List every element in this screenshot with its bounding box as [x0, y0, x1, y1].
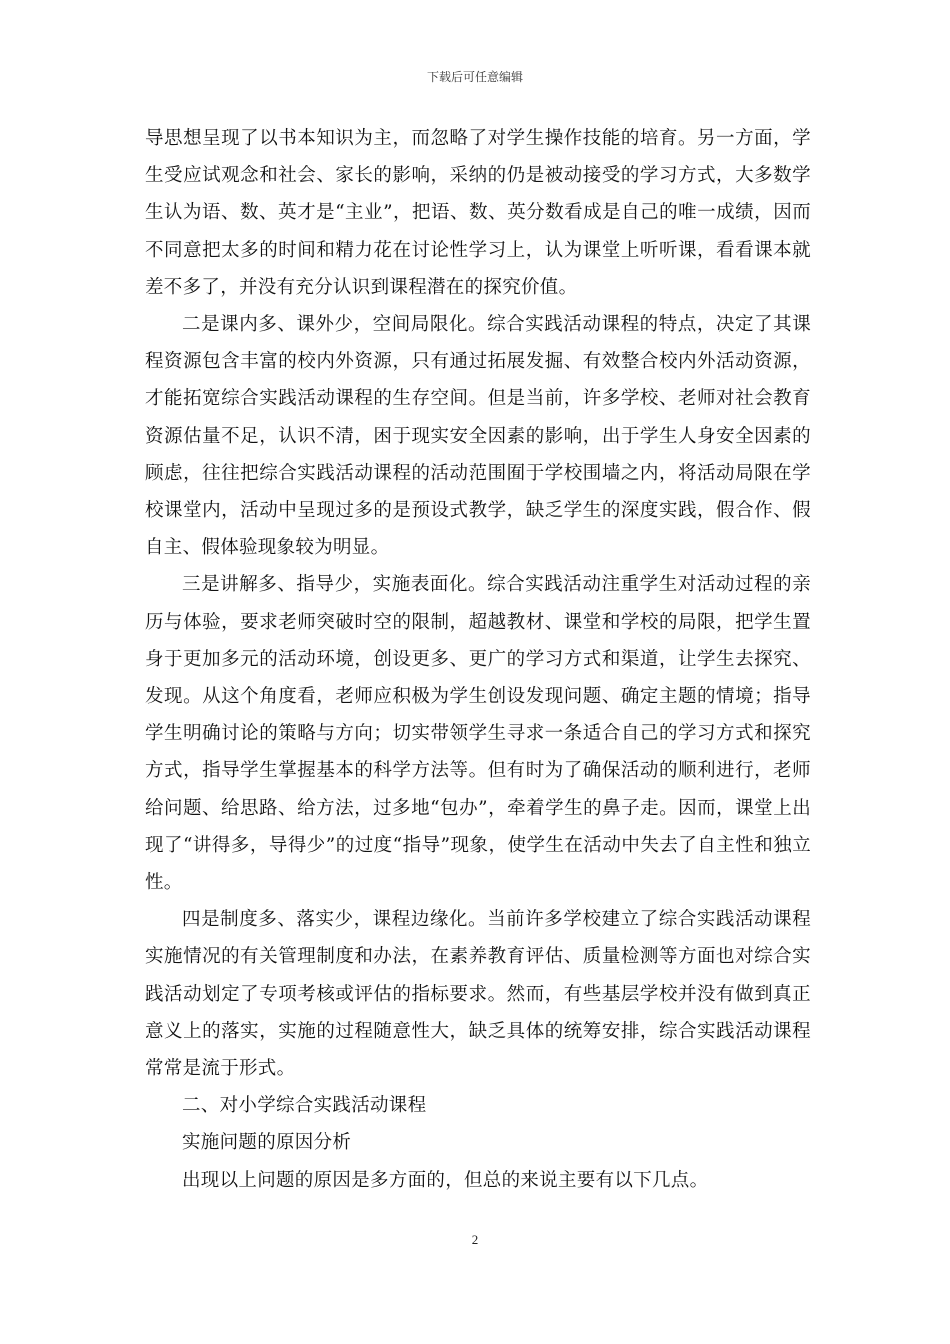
section-heading-line-1: 二、对小学综合实践活动课程	[182, 1095, 427, 1117]
paragraph-point-four: 四是制度多、落实少，课程边缘化。当前许多学校建立了综合实践活动课程实施情况的有关管理制度和办法，在素养教育评估、质量检测等方面也对综合实践活动划定了专项考核或评估的指标要求。然而，有些基层学校并没有做到真正意义上的落实，实施的过程随意性大，缺乏具体的统筹安排，综合实践活动课程常常是流于形式。	[145, 909, 811, 1080]
paragraph-continuation: 导思想呈现了以书本知识为主，而忽略了对学生操作技能的培育。另一方面，学生受应试观念和社会、家长的影响，采纳的仍是被动接受的学习方式，大多数学生认为语、数、英才是“主业”，把语、数、英分数看成是自己的唯一成绩，因而不同意把太多的时间和精力花在讨论性学习上，认为课堂上听听课，看看课本就差不多了，并没有充分认识到课程潜在的探究价值。	[145, 128, 811, 298]
page-number: 2	[471, 1232, 479, 1247]
paragraph-point-two: 二是课内多、课外少，空间局限化。综合实践活动课程的特点，决定了其课程资源包含丰富的校内外资源，只有通过拓展发掘、有效整合校内外活动资源，才能拓宽综合实践活动课程的生存空间。但是当前，许多学校、老师对社会教育资源估量不足，认识不清，困于现实安全因素的影响，出于学生人身安全因素的顾虑，往往把综合实践活动课程的活动范围囿于学校围墙之内，将活动局限在学校课堂内，活动中呈现过多的是预设式教学，缺乏学生的深度实践，假合作、假自主、假体验现象较为明显。	[145, 314, 811, 559]
page-header: 下载后可任意编辑	[426, 70, 523, 84]
paragraph-point-three: 三是讲解多、指导少，实施表面化。综合实践活动注重学生对活动过程的亲历与体验，要求老师突破时空的限制，超越教材、课堂和学校的局限，把学生置身于更加多元的活动环境，创设更多、更广的学习方式和渠道，让学生去探究、发现。从这个角度看，老师应积极为学生创设发现问题、确定主题的情境；指导学生明确讨论的策略与方向；切实带领学生寻求一条适合自己的学习方式和探究方式，指导学生掌握基本的科学方法等。但有时为了确保活动的顺利进行，老师给问题、给思路、给方法，过多地“包办”，牵着学生的鼻子走。因而，课堂上出现了“讲得多，导得少”的过度“指导”现象，使学生在活动中失去了自主性和独立性。	[145, 574, 811, 894]
paragraph-intro-causes: 出现以上问题的原因是多方面的，但总的来说主要有以下几点。	[182, 1169, 709, 1191]
section-heading-line-2: 实施问题的原因分析	[182, 1132, 352, 1154]
document-body	[145, 120, 811, 1199]
